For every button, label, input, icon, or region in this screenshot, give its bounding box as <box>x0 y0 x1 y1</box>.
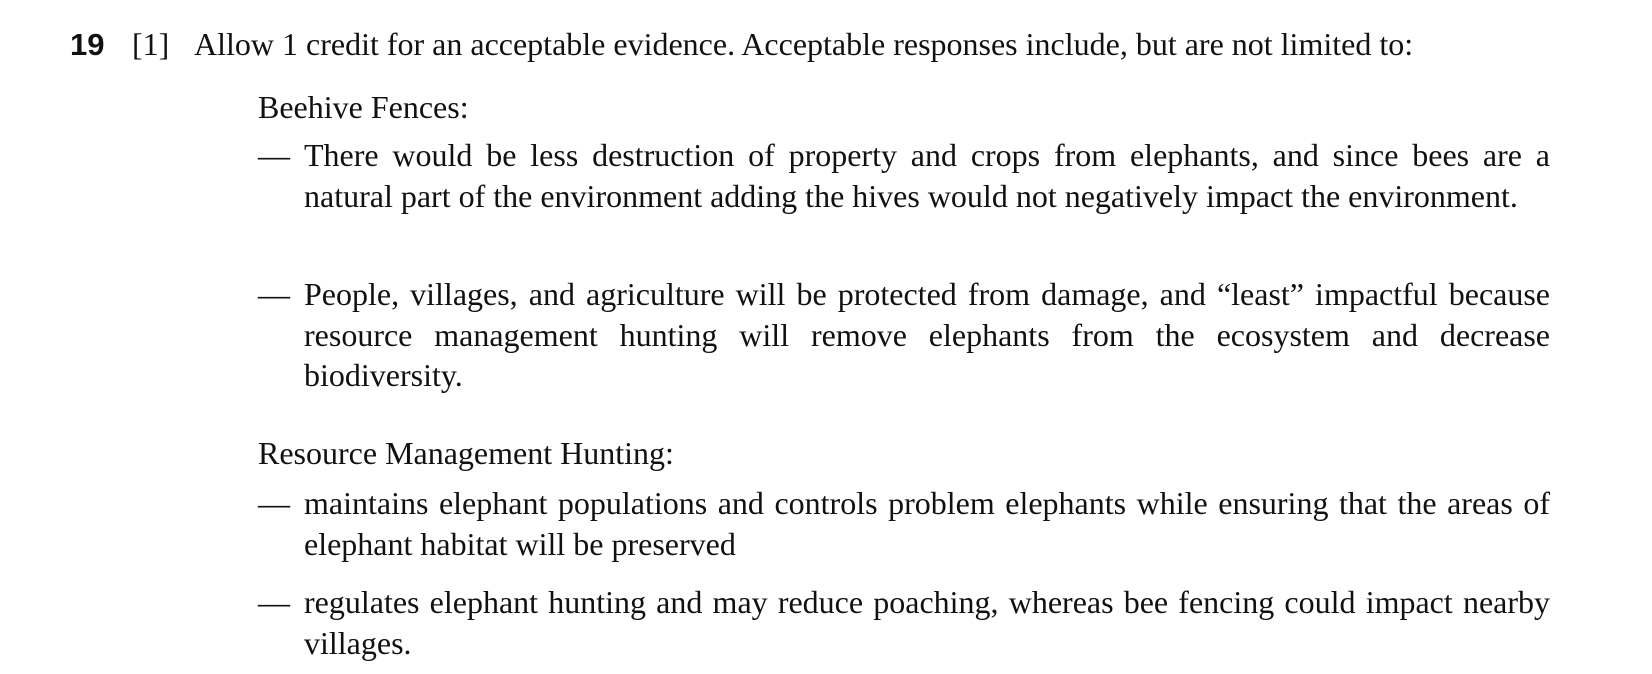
list-item <box>258 274 1550 396</box>
em-dash-bullet: — <box>258 584 290 620</box>
list-item-text: regulates elephant hunting and may reduce poaching, whereas bee fencing could impact nearby villages. <box>304 584 1550 661</box>
list-item-text: maintains elephant populations and controls problem elephants while ensuring that the areas of elephant habitat will be preserved <box>304 485 1550 562</box>
list-item <box>258 135 1550 216</box>
em-dash-bullet: — <box>258 137 290 173</box>
question-number: 19 <box>70 27 105 62</box>
em-dash-bullet: — <box>258 485 290 521</box>
question-header <box>70 20 1413 69</box>
credit-value: [1] <box>132 26 170 62</box>
list-item-text: There would be less destruction of property and crops from elephants, and since bees are a natural part of the environment adding the hives would not negatively impact the environment. <box>304 137 1550 214</box>
list-item <box>258 582 1550 663</box>
list-item <box>258 483 1550 564</box>
list-item-text: People, villages, and agriculture will be protected from damage, and “least” impactful because resource management hunting will remove elephants from the ecosystem and decrease biodiversity. <box>304 276 1550 393</box>
scoring-instruction: Allow 1 credit for an acceptable evidence. Acceptable responses include, but are not limited to: <box>194 26 1414 62</box>
section-heading-resource-management-hunting: Resource Management Hunting: <box>258 435 674 471</box>
section-heading-beehive-fences: Beehive Fences: <box>258 89 469 125</box>
em-dash-bullet: — <box>258 276 290 312</box>
